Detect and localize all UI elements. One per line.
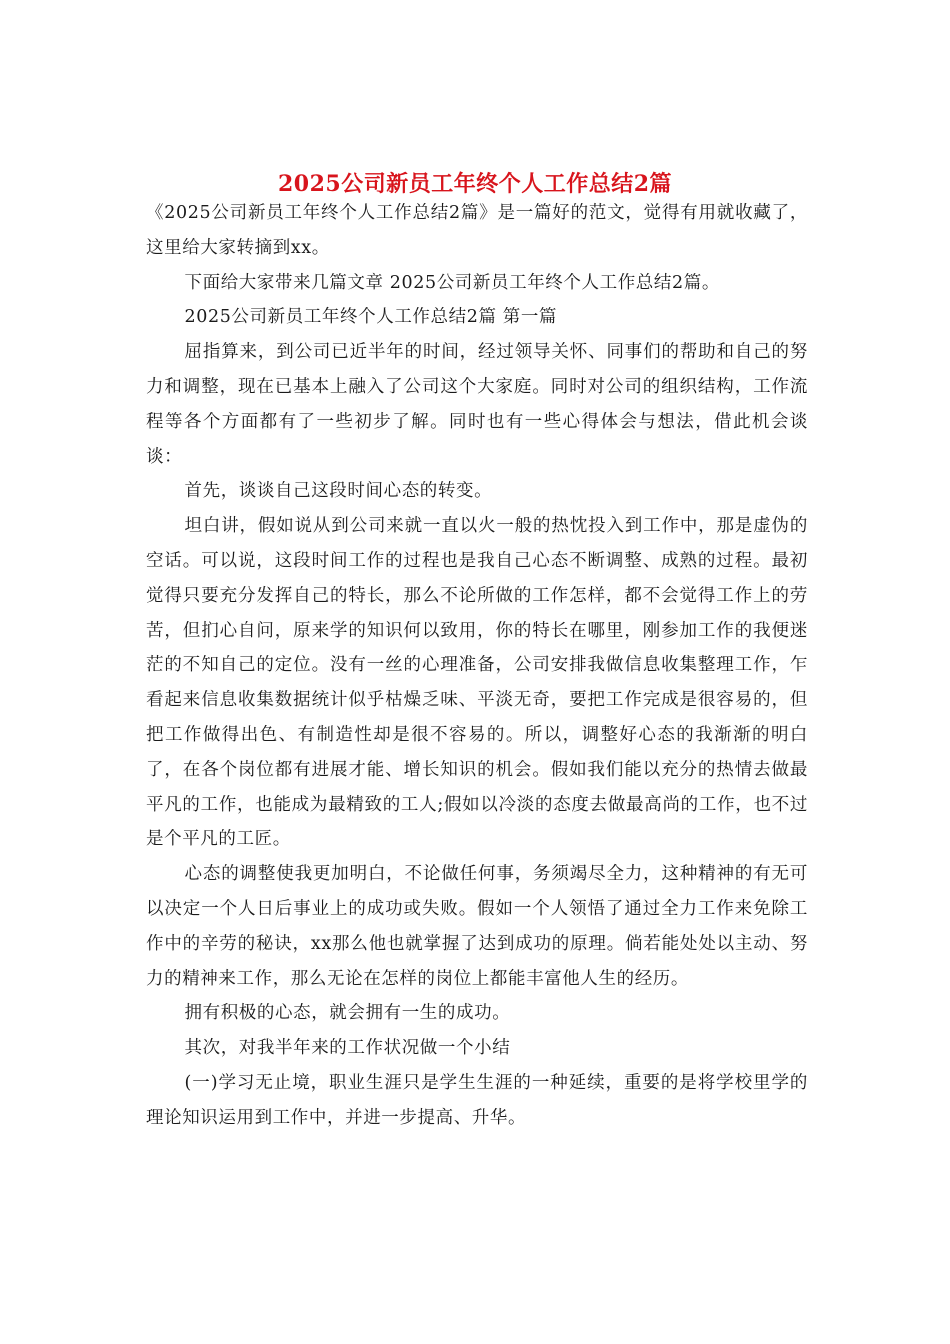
paragraph: (一)学习无止境，职业生涯只是学生生涯的一种延续，重要的是将学校里学的理论知识运用到工作中，并进一步提高、升华。 xyxy=(146,1072,808,1128)
paragraph: 心态的调整使我更加明白，不论做任何事，务须竭尽全力，这种精神的有无可以决定一个人日后事业上的成功或失败。假如一个人领悟了通过全力工作来免除工作中的辛劳的秘诀，xx那么他也就掌握了达到成功的原理。倘若能处处以主动、努力的精神来工作，那么无论在怎样的岗位上都能丰富他人生的经历。 xyxy=(146,864,808,989)
section-heading: 2025公司新员工年终个人工作总结2篇 第一篇 xyxy=(184,307,558,328)
paragraph-intro: 《2025公司新员工年终个人工作总结2篇》是一篇好的范文，觉得有用就收藏了，这里给大家转摘到xx。 xyxy=(146,203,808,258)
paragraph: 首先，谈谈自己这段时间心态的转变。 xyxy=(184,481,493,502)
paragraph: 坦白讲，假如说从到公司来就一直以火一般的热忱投入到工作中，那是虚伪的空话。可以说，这段时间工作的过程也是我自己心态不断调整、成熟的过程。最初觉得只要充分发挥自己的特长，那么不论所做的工作怎样，都不会觉得工作上的劳苦，但扪心自问，原来学的知识何以致用，你的特长在哪里，刚参加工作的我便迷茫的不知自己的定位。没有一丝的心理准备，公司安排我做信息收集整理工作，乍看起来信息收集数据统计似乎枯燥乏味、平淡无奇，要把工作完成是很容易的，但把工作做得出色、有制造性却是很不容易的。所以，调整好心态的我渐渐的明白了，在各个岗位都有进展才能、增长知识的机会。假如我们能以充分的热情去做最平凡的工作，也能成为最精致的工人;假如以冷淡的态度去做最高尚的工作，也不过是个平凡的工匠。 xyxy=(146,516,808,850)
paragraph: 屈指算来，到公司已近半年的时间，经过领导关怀、同事们的帮助和自己的努力和调整，现在已基本上融入了公司这个大家庭。同时对公司的组织结构，工作流程等各个方面都有了一些初步了解。同时也有一些心得体会与想法，借此机会谈谈： xyxy=(146,342,808,467)
paragraph: 拥有积极的心态，就会拥有一生的成功。 xyxy=(184,1003,511,1024)
document-title: 2025公司新员工年终个人工作总结2篇 xyxy=(277,170,673,197)
document-body xyxy=(146,196,808,1136)
paragraph-lead: 下面给大家带来几篇文章 2025公司新员工年终个人工作总结2篇。 xyxy=(184,272,720,293)
paragraph: 其次，对我半年来的工作状况做一个小结 xyxy=(184,1038,511,1059)
